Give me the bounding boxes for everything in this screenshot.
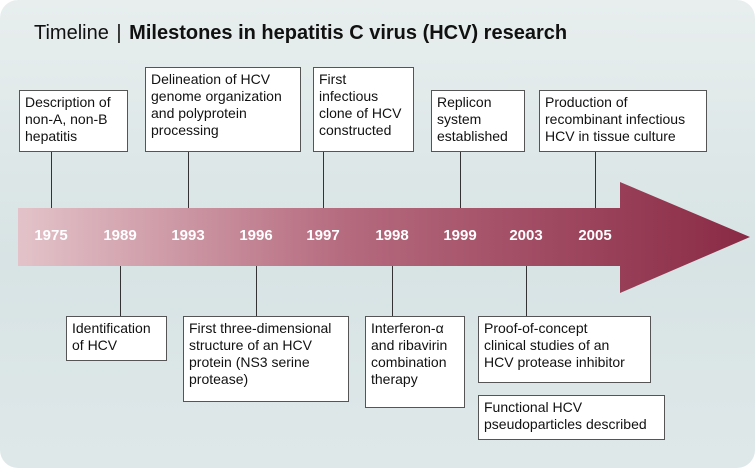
event-text-line: protease) xyxy=(189,371,249,387)
event-text-line: therapy xyxy=(371,371,418,387)
stem-1997 xyxy=(323,152,324,208)
event-box-1997 xyxy=(313,67,414,152)
event-text-line: Replicon xyxy=(437,94,492,110)
event-text-line: Identification xyxy=(72,320,151,336)
year-label-2003: 2003 xyxy=(509,227,543,244)
event-text-line: established xyxy=(437,128,508,144)
event-text-line: HCV protease inhibitor xyxy=(484,354,625,370)
stem-1993 xyxy=(188,152,189,208)
event-text-line: pseudoparticles described xyxy=(484,416,647,432)
event-text-line: clone of HCV xyxy=(319,105,402,121)
event-text-line: genome organization xyxy=(151,88,282,104)
year-label-1997: 1997 xyxy=(306,227,340,244)
title-main: Milestones in hepatitis C virus (HCV) research xyxy=(129,22,568,44)
event-box-1999 xyxy=(431,90,525,152)
event-text-line: combination xyxy=(371,354,447,370)
event-text-line: of HCV xyxy=(72,337,118,353)
stem-1998 xyxy=(392,266,393,316)
event-text-line: and polyprotein xyxy=(151,105,247,121)
year-label-1998: 1998 xyxy=(375,227,409,244)
event-text-line: Delineation of HCV xyxy=(151,71,271,87)
event-text-line: structure of an HCV xyxy=(189,337,312,353)
event-box-1996 xyxy=(183,316,349,402)
stem-2005 xyxy=(595,152,596,208)
stem-1996 xyxy=(256,266,257,316)
year-label-1999: 1999 xyxy=(443,227,477,244)
event-text-line: recombinant infectious xyxy=(545,111,686,127)
event-text-line: First xyxy=(319,71,347,87)
event-text-line: non-A, non-B xyxy=(25,111,108,127)
event-box-2005 xyxy=(539,90,707,152)
title-prefix: Timeline xyxy=(34,22,109,44)
year-label-1993: 1993 xyxy=(171,227,205,244)
event-text-line: clinical studies of an xyxy=(484,337,610,353)
event-box-1993 xyxy=(145,67,301,152)
stem-1975 xyxy=(51,152,52,208)
event-text-line: Interferon-α xyxy=(371,320,444,336)
event-text-line: Functional HCV xyxy=(484,399,583,415)
event-text-line: system xyxy=(437,111,482,127)
event-text-line: processing xyxy=(151,122,219,138)
event-text-line: First three-dimensional xyxy=(189,320,332,336)
event-text-line: and ribavirin xyxy=(371,337,448,353)
event-text-line: protein (NS3 serine xyxy=(189,354,310,370)
event-box-2003-protease xyxy=(478,316,651,383)
event-text-line: Description of xyxy=(25,94,111,110)
stem-1999 xyxy=(460,152,461,208)
title-separator: | xyxy=(116,22,122,44)
year-label-2005: 2005 xyxy=(578,227,612,244)
year-label-1996: 1996 xyxy=(239,227,273,244)
event-text-line: constructed xyxy=(319,122,392,138)
event-text-line: HCV in tissue culture xyxy=(545,128,676,144)
event-text-line: Production of xyxy=(545,94,628,110)
event-box-1989 xyxy=(66,316,167,361)
event-box-2003-pseudoparticles xyxy=(478,395,665,440)
year-label-1989: 1989 xyxy=(103,227,137,244)
event-text-line: infectious xyxy=(319,88,379,104)
stem-2003 xyxy=(526,266,527,316)
stem-1989 xyxy=(120,266,121,316)
event-box-1975 xyxy=(19,90,128,152)
event-text-line: hepatitis xyxy=(25,128,78,144)
event-box-1998 xyxy=(365,316,465,408)
year-label-1975: 1975 xyxy=(34,227,68,244)
event-text-line: Proof-of-concept xyxy=(484,320,588,336)
